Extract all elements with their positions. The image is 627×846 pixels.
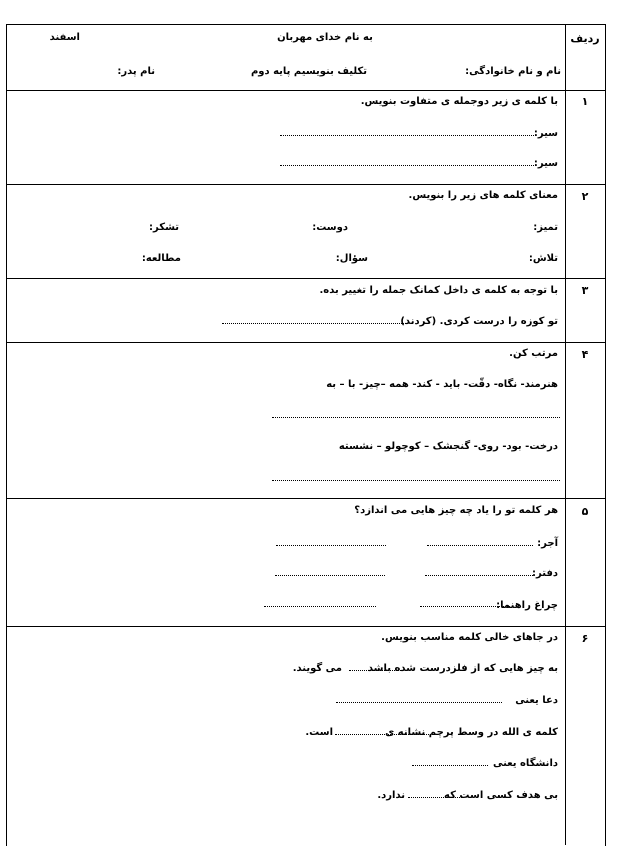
answer-label: سؤال: (335, 253, 368, 264)
answer-line (420, 606, 510, 607)
answer-label: آجر: (537, 538, 558, 549)
question-prompt: معنای کلمه های زیر را بنویس. (408, 190, 558, 201)
answer-label: سیر: (533, 158, 558, 169)
answer-label: تشکر: (149, 222, 179, 233)
question-number: ۵ (581, 505, 589, 518)
scrambled-words: درخت- بود- روی- گنجشک – کوچولو – نشسته (338, 441, 558, 452)
answer-label: دوست: (312, 222, 348, 233)
question-prompt: مرتب کن. (509, 348, 558, 359)
row-divider (6, 498, 606, 499)
fill-sentence-start: کلمه ی الله در وسط پرچم نشانه ی (385, 727, 558, 738)
answer-line (275, 575, 385, 576)
answer-line (425, 575, 533, 576)
column-header-row: ردیف (570, 32, 600, 45)
fill-sentence-end: است. (305, 727, 333, 738)
answer-label: مطالعه: (141, 253, 181, 264)
fill-sentence-start: دعا یعنی (515, 695, 558, 706)
question-prompt: هر کلمه تو را یاد چه چیز هایی می اندازد؟ (354, 505, 558, 516)
month-label: اسفند (49, 32, 80, 43)
scrambled-words: هنرمند- نگاه- دقّت- باید - کند- همه –چیز- با – به (326, 379, 558, 390)
question-number: ۴ (581, 348, 589, 361)
blank-line (335, 734, 437, 735)
answer-label: چراغ راهنما: (496, 600, 558, 611)
answer-label: سیر: (533, 128, 558, 139)
blank-line (336, 702, 502, 703)
blank-line (349, 670, 401, 671)
answer-line (272, 480, 560, 481)
answer-line (280, 165, 536, 166)
row-divider (6, 90, 606, 91)
row-divider (6, 626, 606, 627)
answer-line (272, 417, 560, 418)
student-name-label: نام و نام خانوادگی: (465, 66, 561, 77)
sentence: تو کوزه را درست کردی. (کردند) (400, 316, 558, 327)
answer-label: تلاش: (528, 253, 558, 264)
father-name-label: نام پدر: (117, 66, 155, 77)
question-prompt: با توجه به کلمه ی داخل کمانک جمله را تغییر بده. (319, 285, 558, 296)
fill-sentence-start: بی هدف کسی است که (444, 790, 558, 801)
blank-line (412, 765, 488, 766)
question-prompt: با کلمه ی زیر دوجمله ی متفاوت بنویس. (360, 96, 558, 107)
page-title: به نام خدای مهربان (277, 32, 373, 43)
row-number-column-divider (565, 24, 566, 845)
answer-line (280, 135, 536, 136)
answer-line (264, 606, 376, 607)
row-divider (6, 278, 606, 279)
table-frame (6, 24, 606, 846)
question-number: ۱ (581, 95, 589, 108)
question-prompt: در جاهای خالی کلمه مناسب بنویس. (381, 632, 558, 643)
fill-sentence-start: دانشگاه یعنی (492, 758, 558, 769)
answer-line (222, 323, 406, 324)
fill-sentence-start: به چیز هایی که از فلزدرست شده باشد (367, 663, 558, 674)
answer-label: دفتر: (532, 568, 558, 579)
question-number: ۲ (581, 190, 589, 203)
answer-line (427, 545, 533, 546)
assignment-title: تکلیف بنویسیم پایه دوم (250, 66, 367, 77)
question-number: ۶ (581, 632, 589, 645)
blank-line (408, 797, 464, 798)
row-divider (6, 184, 606, 185)
question-number: ۳ (581, 284, 589, 297)
answer-line (276, 545, 386, 546)
fill-sentence-end: می گویند. (292, 663, 342, 674)
fill-sentence-end: ندارد. (377, 790, 405, 801)
row-divider (6, 342, 606, 343)
answer-label: تمیز: (533, 222, 558, 233)
